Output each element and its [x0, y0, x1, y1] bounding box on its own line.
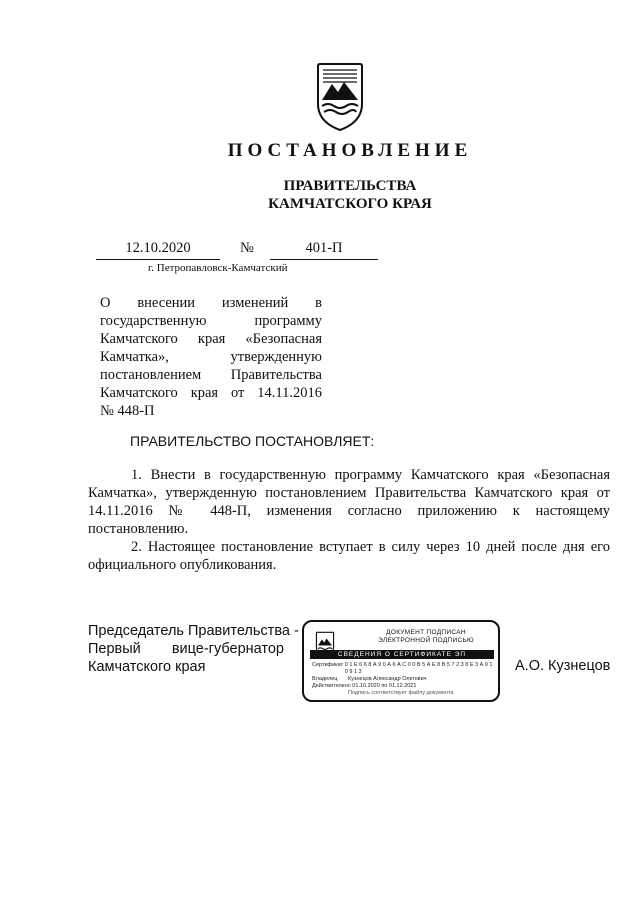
document-subject: [100, 294, 322, 420]
subject-line: Камчатка», утвержденную: [100, 349, 322, 365]
electronic-signature-stamp: [302, 620, 500, 702]
paragraph-1: [88, 466, 610, 538]
certificate-row-value: 0 1 Е 6 6 8 А 9 0 А 6 А С 0 0 В 5 А Е 8 В 5 7 2 3 8 Е 3 А 9 1 0 9 1 3: [344, 662, 493, 675]
paragraph-2: [88, 538, 610, 574]
signatory-position: [88, 622, 299, 676]
paragraph-line: Камчатка», утвержденную постановлением Правительства Камчатского края от: [88, 485, 610, 501]
certificate-row-value: с 01.10.2020 по 01.12.2021: [348, 683, 417, 689]
government-name-line-2: КАМЧАТСКОГО КРАЯ: [268, 196, 432, 212]
subject-line: Камчатского края от 14.11.2016: [100, 385, 322, 401]
government-name-line-1: ПРАВИТЕЛЬСТВА: [283, 178, 417, 194]
city-name: г. Петропавловск-Камчатский: [148, 262, 288, 274]
certificate-row: [312, 683, 496, 690]
stamp-heading-line-2: ЭЛЕКТРОННОЙ ПОДПИСЬЮ: [378, 637, 474, 644]
paragraph-line: 1. Внести в государственную программу Камчатского края «Безопасная: [131, 467, 610, 483]
subject-line: Камчатского края «Безопасная: [100, 331, 322, 347]
stamp-heading: [356, 629, 496, 645]
paragraph-line: официального опубликования.: [88, 557, 277, 573]
certificate-details: [312, 662, 496, 697]
number-sign: №: [240, 240, 254, 256]
position-line: Камчатского края: [88, 659, 206, 675]
stamp-heading-line-1: ДОКУМЕНТ ПОДПИСАН: [386, 629, 466, 636]
subject-line: № 448-П: [100, 403, 155, 419]
certificate-row: [312, 662, 496, 676]
paragraph-line: 2. Настоящее постановление вступает в силу через 10 дней после дня его: [131, 539, 610, 555]
certificate-row-label: Владелец: [312, 676, 338, 682]
certificate-row: [312, 676, 496, 683]
kamchatka-coat-of-arms-icon: [314, 60, 366, 132]
subject-line: постановлением Правительства: [100, 367, 322, 383]
position-line: Председатель Правительства -: [88, 623, 299, 639]
stamp-footer: Подпись соответствует файлу документа: [348, 690, 454, 696]
paragraph-line: постановлению.: [88, 521, 189, 537]
subject-line: О внесении изменений в: [100, 295, 322, 311]
resolve-heading: ПРАВИТЕЛЬСТВО ПОСТАНОВЛЯЕТ:: [130, 433, 375, 449]
document-title: ПОСТАНОВЛЕНИЕ: [227, 140, 473, 161]
certificate-row-label: Сертификат: [312, 662, 344, 668]
certificate-row-label: Действителен: [312, 683, 348, 689]
paragraph-line: 14.11.2016 № 448-П, изменения согласно приложению к настоящему: [88, 503, 610, 519]
document-number: 401-П: [305, 240, 343, 256]
certificate-row-value: Кузнецов Александр Олегович: [348, 676, 427, 682]
subject-line: государственную программу: [100, 313, 322, 329]
position-line: Первый вице-губернатор: [88, 641, 284, 657]
certificate-header: СВЕДЕНИЯ О СЕРТИФИКАТЕ ЭП: [310, 650, 494, 659]
date-underline: [96, 259, 220, 260]
document-date: 12.10.2020: [125, 240, 191, 256]
number-underline: [270, 259, 378, 260]
signatory-name: А.О. Кузнецов: [515, 658, 611, 674]
